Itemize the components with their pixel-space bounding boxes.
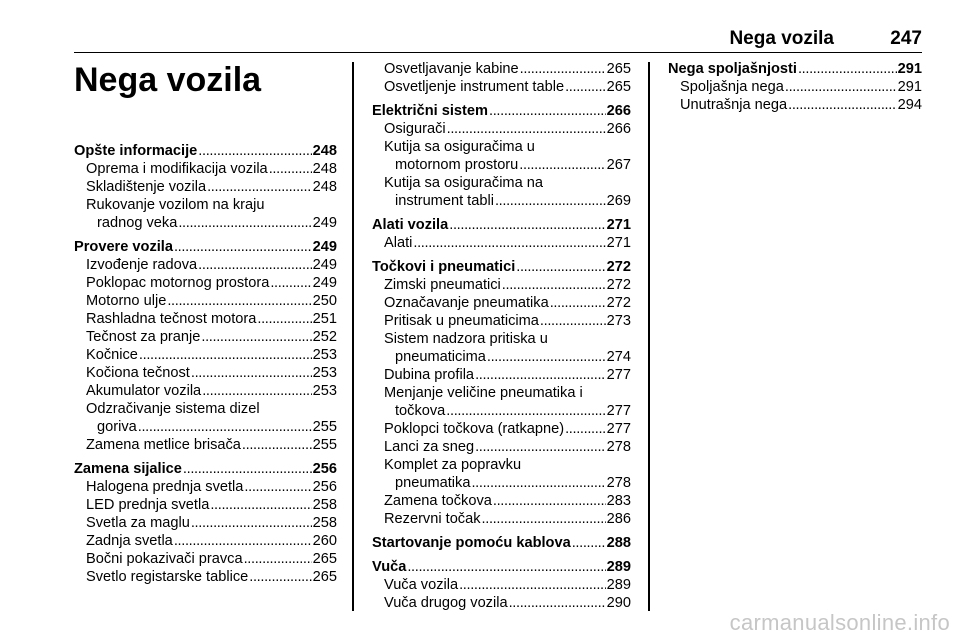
toc-entry-title: Sistem nadzora pritiska u xyxy=(384,331,548,347)
toc-section[interactable] xyxy=(74,142,337,160)
toc-entry[interactable] xyxy=(372,156,631,174)
toc-entry-title: Alati vozila xyxy=(372,217,449,233)
header-page-number: 247 xyxy=(890,28,922,49)
toc-entry-title: Spoljašnja nega xyxy=(680,79,784,95)
toc-entry[interactable] xyxy=(74,496,337,514)
toc-entry[interactable] xyxy=(372,330,631,348)
toc-section[interactable] xyxy=(372,534,631,552)
dot-leader xyxy=(482,510,606,528)
toc-section[interactable] xyxy=(74,460,337,478)
toc-entry-title: Vuča xyxy=(372,559,407,575)
toc-entry-title: Osigurači xyxy=(384,121,446,137)
toc-entry[interactable] xyxy=(372,234,631,252)
toc-entry[interactable] xyxy=(372,276,631,294)
toc-entry[interactable] xyxy=(372,294,631,312)
toc-page-number: 291 xyxy=(897,61,922,77)
toc-entry-title: Električni sistem xyxy=(372,103,488,119)
dot-leader xyxy=(798,60,897,78)
dot-leader xyxy=(413,234,605,252)
toc-entry-title: Bočni pokazivači pravca xyxy=(86,551,243,567)
toc-entry-title: Rashladna tečnost motora xyxy=(86,311,257,327)
toc-entry-title: instrument tabli xyxy=(395,193,494,209)
dot-leader xyxy=(475,438,606,456)
dot-leader xyxy=(138,418,312,436)
toc-page-number: 271 xyxy=(606,217,631,233)
toc-entry-title: Zimski pneumatici xyxy=(384,277,501,293)
toc-entry[interactable] xyxy=(372,384,631,402)
toc-entry-title: Rukovanje vozilom na kraju xyxy=(86,197,265,213)
toc-entry-title: Unutrašnja nega xyxy=(680,97,788,113)
toc-entry-title: Osvetljavanje kabine xyxy=(384,61,519,77)
dot-leader xyxy=(489,102,606,120)
toc-page-number: 248 xyxy=(312,143,337,159)
toc-page-number: 291 xyxy=(897,79,922,95)
toc-page-number: 288 xyxy=(606,535,631,551)
dot-leader xyxy=(207,178,312,196)
toc-page-number: 251 xyxy=(312,311,337,327)
toc-page-number: 269 xyxy=(606,193,631,209)
toc-entry[interactable] xyxy=(372,474,631,492)
dot-leader xyxy=(520,60,606,78)
watermark: carmanualsonline.info xyxy=(729,610,950,635)
toc-entry[interactable] xyxy=(372,576,631,594)
dot-leader xyxy=(565,420,606,438)
dot-leader xyxy=(174,238,312,256)
toc-entry-title: Zamena točkova xyxy=(384,493,492,509)
toc-page-number: 290 xyxy=(606,595,631,611)
toc-section[interactable] xyxy=(372,558,631,576)
toc-entry[interactable] xyxy=(74,256,337,274)
toc-entry[interactable] xyxy=(74,346,337,364)
dot-leader xyxy=(198,256,311,274)
toc-entry-title: Lanci za sneg xyxy=(384,439,475,455)
dot-leader xyxy=(449,216,605,234)
toc-entry[interactable] xyxy=(74,400,337,418)
dot-leader xyxy=(519,156,605,174)
toc-page-number: 252 xyxy=(312,329,337,345)
dot-leader xyxy=(516,258,605,276)
dot-leader xyxy=(493,492,606,510)
toc-entry-title: Zadnja svetla xyxy=(86,533,173,549)
toc-entry-title: točkova xyxy=(395,403,446,419)
dot-leader xyxy=(242,436,312,454)
toc-page-number: 253 xyxy=(312,365,337,381)
toc-entry[interactable] xyxy=(74,214,337,232)
dot-leader xyxy=(244,550,312,568)
toc-entry-title: Zamena sijalice xyxy=(74,461,182,477)
toc-page-number: 289 xyxy=(606,559,631,575)
toc-entry-title: Označavanje pneumatika xyxy=(384,295,549,311)
toc-entry-title: Halogena prednja svetla xyxy=(86,479,244,495)
toc-page-number: 256 xyxy=(312,479,337,495)
dot-leader xyxy=(244,478,311,496)
toc-entry[interactable] xyxy=(372,366,631,384)
dot-leader xyxy=(495,192,606,210)
toc-page-number: 255 xyxy=(312,419,337,435)
toc-entry-title: Komplet za popravku xyxy=(384,457,522,473)
toc-page-number: 272 xyxy=(606,277,631,293)
toc-page-number: 272 xyxy=(606,259,631,275)
toc-entry-title: Kutija sa osiguračima u xyxy=(384,139,535,155)
toc-entry-title: pneumatika xyxy=(395,475,471,491)
dot-leader xyxy=(198,142,311,160)
toc-entry-title: Poklopci točkova (ratkapne) xyxy=(384,421,565,437)
toc-entry[interactable] xyxy=(74,328,337,346)
dot-leader xyxy=(257,310,311,328)
toc-section[interactable] xyxy=(372,258,631,276)
toc-entry[interactable] xyxy=(74,160,337,178)
toc-entry-title: radnog veka xyxy=(97,215,178,231)
toc-entry-title: Oprema i modifikacija vozila xyxy=(86,161,268,177)
toc-page-number: 249 xyxy=(312,275,337,291)
dot-leader xyxy=(572,534,606,552)
toc-page-number: 266 xyxy=(606,121,631,137)
dot-leader xyxy=(509,594,606,612)
toc-entry[interactable] xyxy=(372,438,631,456)
toc-section[interactable] xyxy=(372,216,631,234)
dot-leader xyxy=(475,366,606,384)
toc-entry-title: Odzračivanje sistema dizel xyxy=(86,401,260,417)
toc-page-number: 248 xyxy=(312,179,337,195)
toc-entry-title: Zamena metlice brisača xyxy=(86,437,241,453)
chapter-title: Nega vozila xyxy=(74,61,262,99)
toc-entry-title: Startovanje pomoću kablova xyxy=(372,535,571,551)
toc-section[interactable] xyxy=(372,102,631,120)
toc-page-number: 250 xyxy=(312,293,337,309)
toc-entry[interactable] xyxy=(74,382,337,400)
toc-entry-title: Dubina profila xyxy=(384,367,475,383)
toc-entry[interactable] xyxy=(372,312,631,330)
toc-entry-title: Kutija sa osiguračima na xyxy=(384,175,543,191)
toc-column-1 xyxy=(74,60,337,586)
toc-page-number: 255 xyxy=(312,437,337,453)
toc-page-number: 265 xyxy=(312,551,337,567)
toc-entry-title: Vuča vozila xyxy=(384,577,459,593)
toc-page-number: 274 xyxy=(606,349,631,365)
toc-entry[interactable] xyxy=(372,348,631,366)
toc-page-number: 265 xyxy=(606,61,631,77)
toc-entry[interactable] xyxy=(74,478,337,496)
toc-page-number: 260 xyxy=(312,533,337,549)
header-title: Nega vozila xyxy=(729,28,834,49)
toc-page-number: 249 xyxy=(312,215,337,231)
dot-leader xyxy=(540,312,606,330)
toc-page-number: 277 xyxy=(606,403,631,419)
toc-entry[interactable] xyxy=(74,514,337,532)
dot-leader xyxy=(202,382,311,400)
toc-entry[interactable] xyxy=(372,120,631,138)
page-header xyxy=(74,26,922,53)
column-divider-2 xyxy=(648,62,650,611)
toc-entry-title: Rezervni točak xyxy=(384,511,481,527)
toc-page-number: 289 xyxy=(606,577,631,593)
toc-entry[interactable] xyxy=(372,492,631,510)
dot-leader xyxy=(459,576,606,594)
dot-leader xyxy=(210,496,311,514)
toc-page-number: 277 xyxy=(606,367,631,383)
dot-leader xyxy=(174,532,312,550)
dot-leader xyxy=(201,328,311,346)
toc-entry[interactable] xyxy=(372,192,631,210)
toc-page-number: 286 xyxy=(606,511,631,527)
toc-entry[interactable] xyxy=(372,420,631,438)
dot-leader xyxy=(183,460,312,478)
dot-leader xyxy=(788,96,897,114)
toc-entry-title: Nega spoljašnjosti xyxy=(668,61,797,77)
toc-entry-title: Vuča drugog vozila xyxy=(384,595,508,611)
toc-entry-title: Motorno ulje xyxy=(86,293,167,309)
toc-page-number: 258 xyxy=(312,515,337,531)
toc-entry[interactable] xyxy=(74,196,337,214)
toc-entry-title: motornom prostoru xyxy=(395,157,519,173)
toc-column-2 xyxy=(372,60,631,612)
toc-entry[interactable] xyxy=(74,436,337,454)
dot-leader xyxy=(471,474,605,492)
toc-entry-title: Poklopac motornog prostora xyxy=(86,275,270,291)
toc-entry[interactable] xyxy=(372,138,631,156)
toc-entry[interactable] xyxy=(372,60,631,78)
toc-entry-title: Osvetljenje instrument table xyxy=(384,79,565,95)
dot-leader xyxy=(447,120,606,138)
toc-entry[interactable] xyxy=(372,510,631,528)
toc-page-number: 273 xyxy=(606,313,631,329)
dot-leader xyxy=(269,160,312,178)
toc-entry[interactable] xyxy=(74,550,337,568)
dot-leader xyxy=(785,78,897,96)
toc-entry-title: Tečnost za pranje xyxy=(86,329,201,345)
toc-entry[interactable] xyxy=(74,310,337,328)
toc-entry-title: Alati xyxy=(384,235,413,251)
toc-entry[interactable] xyxy=(74,292,337,310)
toc-entry-title: Izvođenje radova xyxy=(86,257,198,273)
dot-leader xyxy=(191,514,312,532)
toc-entry-title: Točkovi i pneumatici xyxy=(372,259,516,275)
dot-leader xyxy=(487,348,606,366)
dot-leader xyxy=(446,402,605,420)
dot-leader xyxy=(565,78,606,96)
toc-column-3 xyxy=(668,60,922,114)
dot-leader xyxy=(502,276,606,294)
dot-leader xyxy=(191,364,312,382)
dot-leader xyxy=(550,294,606,312)
toc-entry-title: Kočiona tečnost xyxy=(86,365,190,381)
toc-page-number: 277 xyxy=(606,421,631,437)
toc-page-number: 266 xyxy=(606,103,631,119)
toc-entry-title: Kočnice xyxy=(86,347,138,363)
toc-entry-title: goriva xyxy=(97,419,137,435)
toc-entry-title: Pritisak u pneumaticima xyxy=(384,313,539,329)
toc-entry-title: Svetlo registarske tablice xyxy=(86,569,249,585)
toc-entry-title: Menjanje veličine pneumatika i xyxy=(384,385,583,401)
toc-entry[interactable] xyxy=(668,96,922,114)
toc-page-number: 258 xyxy=(312,497,337,513)
toc-entry[interactable] xyxy=(372,78,631,96)
toc-entry[interactable] xyxy=(74,568,337,586)
toc-entry[interactable] xyxy=(74,178,337,196)
toc-page-number: 267 xyxy=(606,157,631,173)
toc-entry[interactable] xyxy=(372,456,631,474)
toc-page-number: 278 xyxy=(606,439,631,455)
toc-entry-title: LED prednja svetla xyxy=(86,497,210,513)
column-divider-1 xyxy=(352,62,354,611)
toc-entry-title: Skladištenje vozila xyxy=(86,179,207,195)
toc-entry[interactable] xyxy=(74,364,337,382)
toc-page-number: 253 xyxy=(312,347,337,363)
toc-section[interactable] xyxy=(74,238,337,256)
toc-entry[interactable] xyxy=(668,78,922,96)
toc-page-number: 253 xyxy=(312,383,337,399)
toc-page-number: 249 xyxy=(312,239,337,255)
dot-leader xyxy=(167,292,311,310)
toc-entry[interactable] xyxy=(74,532,337,550)
toc-page-number: 271 xyxy=(606,235,631,251)
toc-page-number: 248 xyxy=(312,161,337,177)
toc-entry[interactable] xyxy=(74,274,337,292)
toc-page-number: 256 xyxy=(312,461,337,477)
toc-entry[interactable] xyxy=(372,594,631,612)
toc-entry[interactable] xyxy=(372,402,631,420)
toc-entry[interactable] xyxy=(74,418,337,436)
toc-page-number: 272 xyxy=(606,295,631,311)
toc-section[interactable] xyxy=(668,60,922,78)
toc-page-number: 283 xyxy=(606,493,631,509)
toc-entry-title: Provere vozila xyxy=(74,239,173,255)
dot-leader xyxy=(178,214,311,232)
toc-entry-title: Akumulator vozila xyxy=(86,383,202,399)
toc-page-number: 265 xyxy=(312,569,337,585)
dot-leader xyxy=(249,568,311,586)
toc-entry-title: Svetla za maglu xyxy=(86,515,190,531)
toc-page-number: 294 xyxy=(897,97,922,113)
toc-entry-title: pneumaticima xyxy=(395,349,486,365)
toc-entry-title: Opšte informacije xyxy=(74,143,198,159)
toc-entry[interactable] xyxy=(372,174,631,192)
dot-leader xyxy=(139,346,312,364)
dot-leader xyxy=(270,274,311,292)
dot-leader xyxy=(407,558,605,576)
toc-page-number: 265 xyxy=(606,79,631,95)
toc-page-number: 249 xyxy=(312,257,337,273)
toc-page-number: 278 xyxy=(606,475,631,491)
